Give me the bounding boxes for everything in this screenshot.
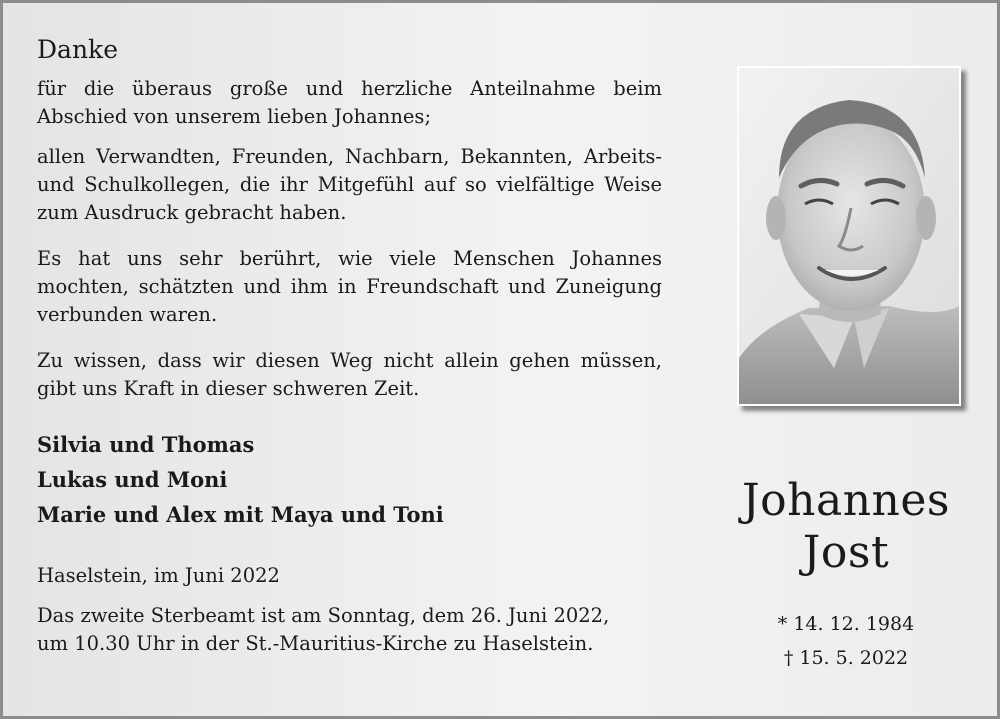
heading-danke: Danke	[37, 35, 118, 64]
service-notice-line-2: um 10.30 Uhr in der St.-Mauritius-Kirche zu Haselstein.	[37, 632, 594, 655]
life-dates	[715, 607, 977, 675]
signature-line-3: Marie und Alex mit Maya und Toni	[37, 502, 444, 527]
deceased-last-name: Jost	[802, 527, 890, 578]
deceased-name-block	[715, 475, 977, 579]
paragraph-3: Es hat uns sehr berührt, wie viele Menschen Johannes mochten, schätzten und ihm in Freundschaft und Zuneigung verbunden waren.	[37, 247, 662, 326]
signature-block	[37, 427, 662, 532]
portrait-photo	[737, 66, 961, 406]
paragraph-4: Zu wissen, dass wir diesen Weg nicht allein gehen müssen, gibt uns Kraft in dieser schweren Zeit.	[37, 349, 662, 400]
paragraph-1: für die überaus große und herzliche Anteilnahme beim Abschied von unserem lieben Johannes;	[37, 77, 662, 128]
paragraph-2: allen Verwandten, Freunden, Nachbarn, Bekannten, Arbeits- und Schulkollegen, die ihr Mitgefühl auf so vielfältige Weise zum Ausdruck gebracht haben.	[37, 145, 662, 224]
signature-line-2: Lukas und Moni	[37, 467, 228, 492]
signature-line-1: Silvia und Thomas	[37, 432, 255, 457]
portrait-image	[739, 68, 959, 404]
death-date: † 15. 5. 2022	[783, 647, 909, 669]
service-notice	[37, 602, 662, 658]
service-notice-line-1: Das zweite Sterbeamt ist am Sonntag, dem 26. Juni 2022,	[37, 604, 610, 627]
birth-date: * 14. 12. 1984	[777, 613, 915, 635]
deceased-first-name: Johannes	[742, 475, 950, 526]
place-date: Haselstein, im Juni 2022	[37, 564, 280, 587]
thanks-text-column	[37, 33, 662, 658]
